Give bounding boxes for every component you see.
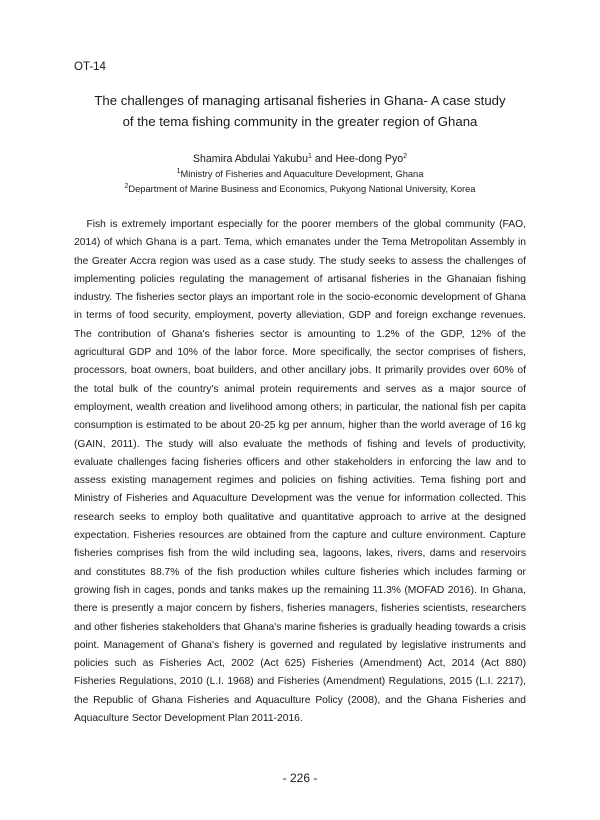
abstract-text: Fish is extremely important especially for the poorer members of the global community (FAO, 2014) of which Ghana is a part. Tema, which emanates under the Tema Metropolitan Assembly in the Greater Accra region was used as a case study. The study seeks to assess the challenges of implementing policies regulating the management of artisanal fisheries in the Ghanaian fishing industry. The fisheries sector plays an important role in the socio-economic development of Ghana in terms of food security, employment, poverty alleviation, GDP and foreign exchange revenues. The contribution of Ghana's fisheries sector is amounting to 1.2% of the GDP, 12% of the agricultural GDP and 10% of the labor force. More specifically, the sector comprises of fishers, processors, boat owners, boat builders, and other ancillary jobs. It primarily provides over 60% of the total bulk of the country's animal protein requirements and serves as a major source of employment, wealth creation and livelihood among others; in particular, the national fish per capita consumption is estimated to be about 20-25 kg per annum, higher than the world average of 16 kg (GAIN, 2011). The study will also evaluate the methods of fishing and levels of productivity, evaluate challenges facing fisheries officers and other stakeholders in enforcing the law and to assess existing management regimes and policies on fishing activities. Tema fishing port and Ministry of Fisheries and Aquaculture Development was the venue for information collected. This research seeks to employ both qualitative and quantitative approach to arrive at the designed expectation. Fisheries resources are obtained from the capture and culture environment. Capture fisheries comprises fish from the wild including sea, lagoons, lakes, rivers, dams and reservoirs and constitutes 88.7% of the fish production whiles culture fisheries which includes farming or growing fish in cages, ponds and tanks makes up the remaining 11.3% (MOFAD 2016). In Ghana, there is presently a major concern by fishers, fisheries managers, fisheries scientists, researchers and other fisheries stakeholders that Ghana's marine fisheries is gradually heading towards a crisis point. Management of Ghana's fishery is governed and regulated by legislative instruments and policies such as Fisheries Act, 2002 (Act 625) Fisheries (Amendment) Act, 2014 (Act 880) Fisheries Regulations, 2010 (L.I. 1968) and Fisheries (Amendment) Regulations, 2015 (L.I. 2217), the Republic of Ghana Fisheries and Aquaculture Policy (2008), and the Ghana Fisheries and Aquaculture Sector Development Plan 2011-2016. (74, 219, 526, 725)
paper-title (60, 90, 540, 132)
author-name: Hee-dong Pyo (335, 153, 404, 165)
author-conjunction: and (311, 153, 336, 165)
author-affiliation-mark: 2 (403, 153, 408, 160)
affiliation-mark: 1 (176, 168, 181, 175)
session-code: OT-14 (74, 61, 106, 73)
affiliation-text: Ministry of Fisheries and Aquaculture Development, Ghana (180, 169, 424, 179)
abstract-body (74, 216, 526, 728)
affiliation-mark: 2 (124, 183, 129, 190)
title-line-2: of the tema fishing community in the greater region of Ghana (122, 114, 478, 129)
author-name: Shamira Abdulai Yakubu (192, 153, 308, 165)
abstract-paragraph (74, 216, 526, 728)
affiliation (40, 168, 560, 180)
page-number: - 226 - (282, 771, 318, 785)
author-affiliation-mark: 1 (307, 153, 312, 160)
affiliation (40, 183, 560, 195)
author-line (60, 152, 540, 166)
affiliation-text: Department of Marine Business and Economics, Pukyong National University, Korea (128, 184, 476, 194)
title-line-1: The challenges of managing artisanal fisheries in Ghana- A case study (94, 93, 506, 108)
